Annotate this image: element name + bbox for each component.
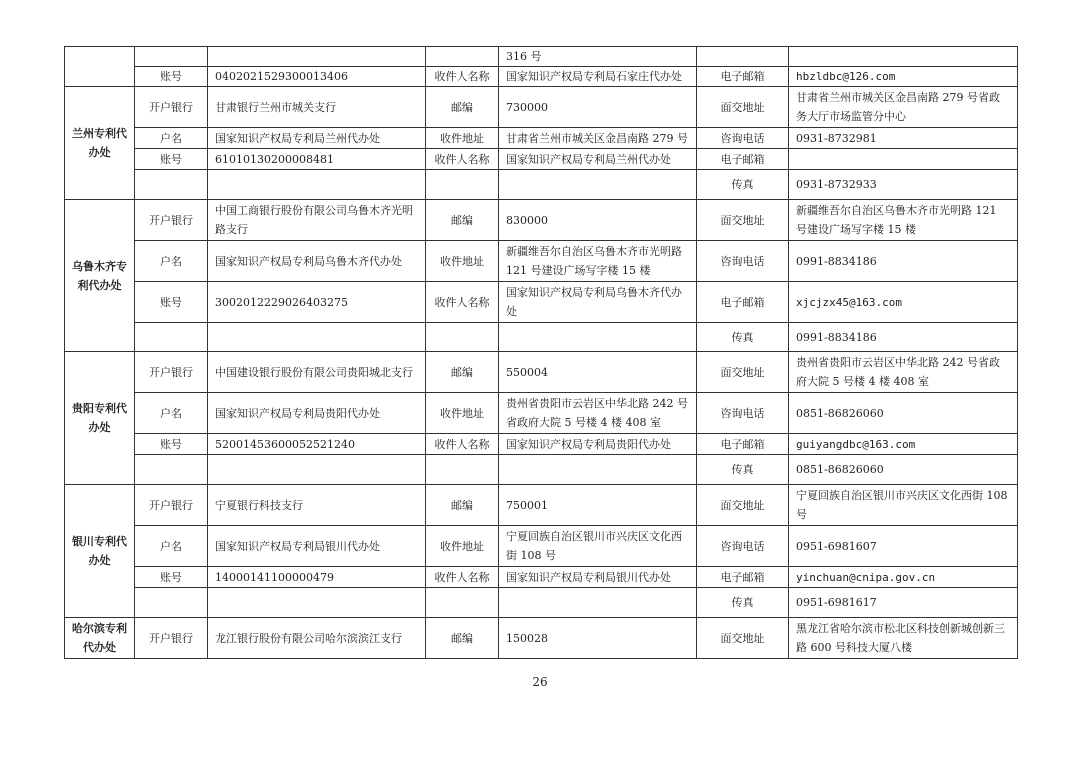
handin-value: 宁夏回族自治区银川市兴庆区文化西街 108 号 — [789, 485, 1018, 526]
handin-label: 面交地址 — [697, 485, 789, 526]
handin-label: 面交地址 — [697, 352, 789, 393]
office-name: 哈尔滨专利代办处 — [65, 618, 135, 659]
fax-value: 0931-8732933 — [789, 170, 1018, 200]
holder-value: 国家知识产权局专利局乌鲁木齐代办处 — [208, 241, 426, 282]
address-value: 316 号 — [499, 47, 697, 67]
address-label: 收件地址 — [426, 526, 499, 567]
fax-label: 传真 — [697, 455, 789, 485]
address-label: 收件地址 — [426, 393, 499, 434]
bank-value: 龙江银行股份有限公司哈尔滨滨江支行 — [208, 618, 426, 659]
table-row — [65, 567, 1018, 588]
fax-value: 0951-6981617 — [789, 588, 1018, 618]
account-value: 3002012229026403275 — [208, 282, 426, 323]
email-label: 电子邮箱 — [697, 282, 789, 323]
address-value: 宁夏回族自治区银川市兴庆区文化西街 108 号 — [499, 526, 697, 567]
handin-label: 面交地址 — [697, 200, 789, 241]
zip-value: 150028 — [499, 618, 697, 659]
email-value: guiyangdbc@163.com — [789, 434, 1018, 455]
email-label: 电子邮箱 — [697, 67, 789, 87]
holder-label: 户名 — [135, 526, 208, 567]
office-name: 贵阳专利代办处 — [65, 352, 135, 485]
recipient-value: 国家知识产权局专利局兰州代办处 — [499, 149, 697, 170]
holder-label: 户名 — [135, 241, 208, 282]
zip-value: 730000 — [499, 87, 697, 128]
handin-label: 面交地址 — [697, 618, 789, 659]
table-row — [65, 87, 1018, 128]
bank-label: 开户银行 — [135, 618, 208, 659]
table-row — [65, 149, 1018, 170]
phone-value: 0931-8732981 — [789, 128, 1018, 149]
page-number: 26 — [532, 675, 548, 689]
recipient-label: 收件人名称 — [426, 434, 499, 455]
fax-value: 0851-86826060 — [789, 455, 1018, 485]
bank-label: 开户银行 — [135, 352, 208, 393]
bank-value: 宁夏银行科技支行 — [208, 485, 426, 526]
zip-label: 邮编 — [426, 618, 499, 659]
office-name: 兰州专利代办处 — [65, 87, 135, 200]
table-row — [65, 485, 1018, 526]
holder-value: 国家知识产权局专利局银川代办处 — [208, 526, 426, 567]
table-row — [65, 128, 1018, 149]
bank-label: 开户银行 — [135, 87, 208, 128]
holder-label: 户名 — [135, 393, 208, 434]
recipient-value: 国家知识产权局专利局石家庄代办处 — [499, 67, 697, 87]
account-value: 14000141100000479 — [208, 567, 426, 588]
zip-value: 830000 — [499, 200, 697, 241]
email-label: 电子邮箱 — [697, 434, 789, 455]
table-row — [65, 393, 1018, 434]
table-row — [65, 588, 1018, 618]
handin-label: 面交地址 — [697, 87, 789, 128]
address-value: 甘肃省兰州市城关区金昌南路 279 号 — [499, 128, 697, 149]
account-label: 账号 — [135, 149, 208, 170]
handin-value: 贵州省贵阳市云岩区中华北路 242 号省政府大院 5 号楼 4 楼 408 室 — [789, 352, 1018, 393]
zip-label: 邮编 — [426, 485, 499, 526]
email-value: hbzldbc@126.com — [789, 67, 1018, 87]
bank-value: 中国建设银行股份有限公司贵阳城北支行 — [208, 352, 426, 393]
recipient-label: 收件人名称 — [426, 149, 499, 170]
recipient-label: 收件人名称 — [426, 282, 499, 323]
holder-label: 户名 — [135, 128, 208, 149]
phone-label: 咨询电话 — [697, 526, 789, 567]
email-label: 电子邮箱 — [697, 567, 789, 588]
address-label: 收件地址 — [426, 241, 499, 282]
phone-label: 咨询电话 — [697, 241, 789, 282]
fax-label: 传真 — [697, 170, 789, 200]
bank-label: 开户银行 — [135, 200, 208, 241]
table-row — [65, 200, 1018, 241]
table-row — [65, 170, 1018, 200]
recipient-value: 国家知识产权局专利局乌鲁木齐代办处 — [499, 282, 697, 323]
email-value: yinchuan@cnipa.gov.cn — [789, 567, 1018, 588]
account-label: 账号 — [135, 567, 208, 588]
table-row — [65, 352, 1018, 393]
account-label: 账号 — [135, 434, 208, 455]
recipient-label: 收件人名称 — [426, 67, 499, 87]
fax-label: 传真 — [697, 588, 789, 618]
holder-value: 国家知识产权局专利局贵阳代办处 — [208, 393, 426, 434]
zip-value: 550004 — [499, 352, 697, 393]
address-value: 贵州省贵阳市云岩区中华北路 242 号省政府大院 5 号楼 4 楼 408 室 — [499, 393, 697, 434]
table-row — [65, 47, 1018, 67]
bank-value: 甘肃银行兰州市城关支行 — [208, 87, 426, 128]
email-label: 电子邮箱 — [697, 149, 789, 170]
recipient-label: 收件人名称 — [426, 567, 499, 588]
address-label: 收件地址 — [426, 128, 499, 149]
recipient-value: 国家知识产权局专利局银川代办处 — [499, 567, 697, 588]
handin-value: 黑龙江省哈尔滨市松北区科技创新城创新三路 600 号科技大厦八楼 — [789, 618, 1018, 659]
office-name: 银川专利代办处 — [65, 485, 135, 618]
phone-label: 咨询电话 — [697, 393, 789, 434]
office-name-cell — [65, 47, 135, 87]
table-row — [65, 526, 1018, 567]
zip-label: 邮编 — [426, 200, 499, 241]
recipient-value: 国家知识产权局专利局贵阳代办处 — [499, 434, 697, 455]
account-value: 52001453600052521240 — [208, 434, 426, 455]
handin-value: 甘肃省兰州市城关区金昌南路 279 号省政务大厅市场监管分中心 — [789, 87, 1018, 128]
account-value: 61010130200008481 — [208, 149, 426, 170]
phone-value: 0951-6981607 — [789, 526, 1018, 567]
fax-value: 0991-8834186 — [789, 323, 1018, 352]
bank-value: 中国工商银行股份有限公司乌鲁木齐光明路支行 — [208, 200, 426, 241]
fax-label: 传真 — [697, 323, 789, 352]
address-value: 新疆维吾尔自治区乌鲁木齐市光明路 121 号建设广场写字楼 15 楼 — [499, 241, 697, 282]
zip-value: 750001 — [499, 485, 697, 526]
table-row — [65, 434, 1018, 455]
email-value: xjcjzx45@163.com — [789, 282, 1018, 323]
table-row — [65, 455, 1018, 485]
phone-value: 0991-8834186 — [789, 241, 1018, 282]
handin-value: 新疆维吾尔自治区乌鲁木齐市光明路 121 号建设广场写字楼 15 楼 — [789, 200, 1018, 241]
zip-label: 邮编 — [426, 352, 499, 393]
table-row — [65, 282, 1018, 323]
account-label: 账号 — [135, 282, 208, 323]
office-name: 乌鲁木齐专利代办处 — [65, 200, 135, 352]
office-info-table — [64, 46, 1018, 659]
account-value: 0402021529300013406 — [208, 67, 426, 87]
phone-value: 0851-86826060 — [789, 393, 1018, 434]
bank-label: 开户银行 — [135, 485, 208, 526]
phone-label: 咨询电话 — [697, 128, 789, 149]
zip-label: 邮编 — [426, 87, 499, 128]
email-value — [789, 149, 1018, 170]
table-row — [65, 67, 1018, 87]
account-label: 账号 — [135, 67, 208, 87]
holder-value: 国家知识产权局专利局兰州代办处 — [208, 128, 426, 149]
table-row — [65, 241, 1018, 282]
table-row — [65, 618, 1018, 659]
table-row — [65, 323, 1018, 352]
